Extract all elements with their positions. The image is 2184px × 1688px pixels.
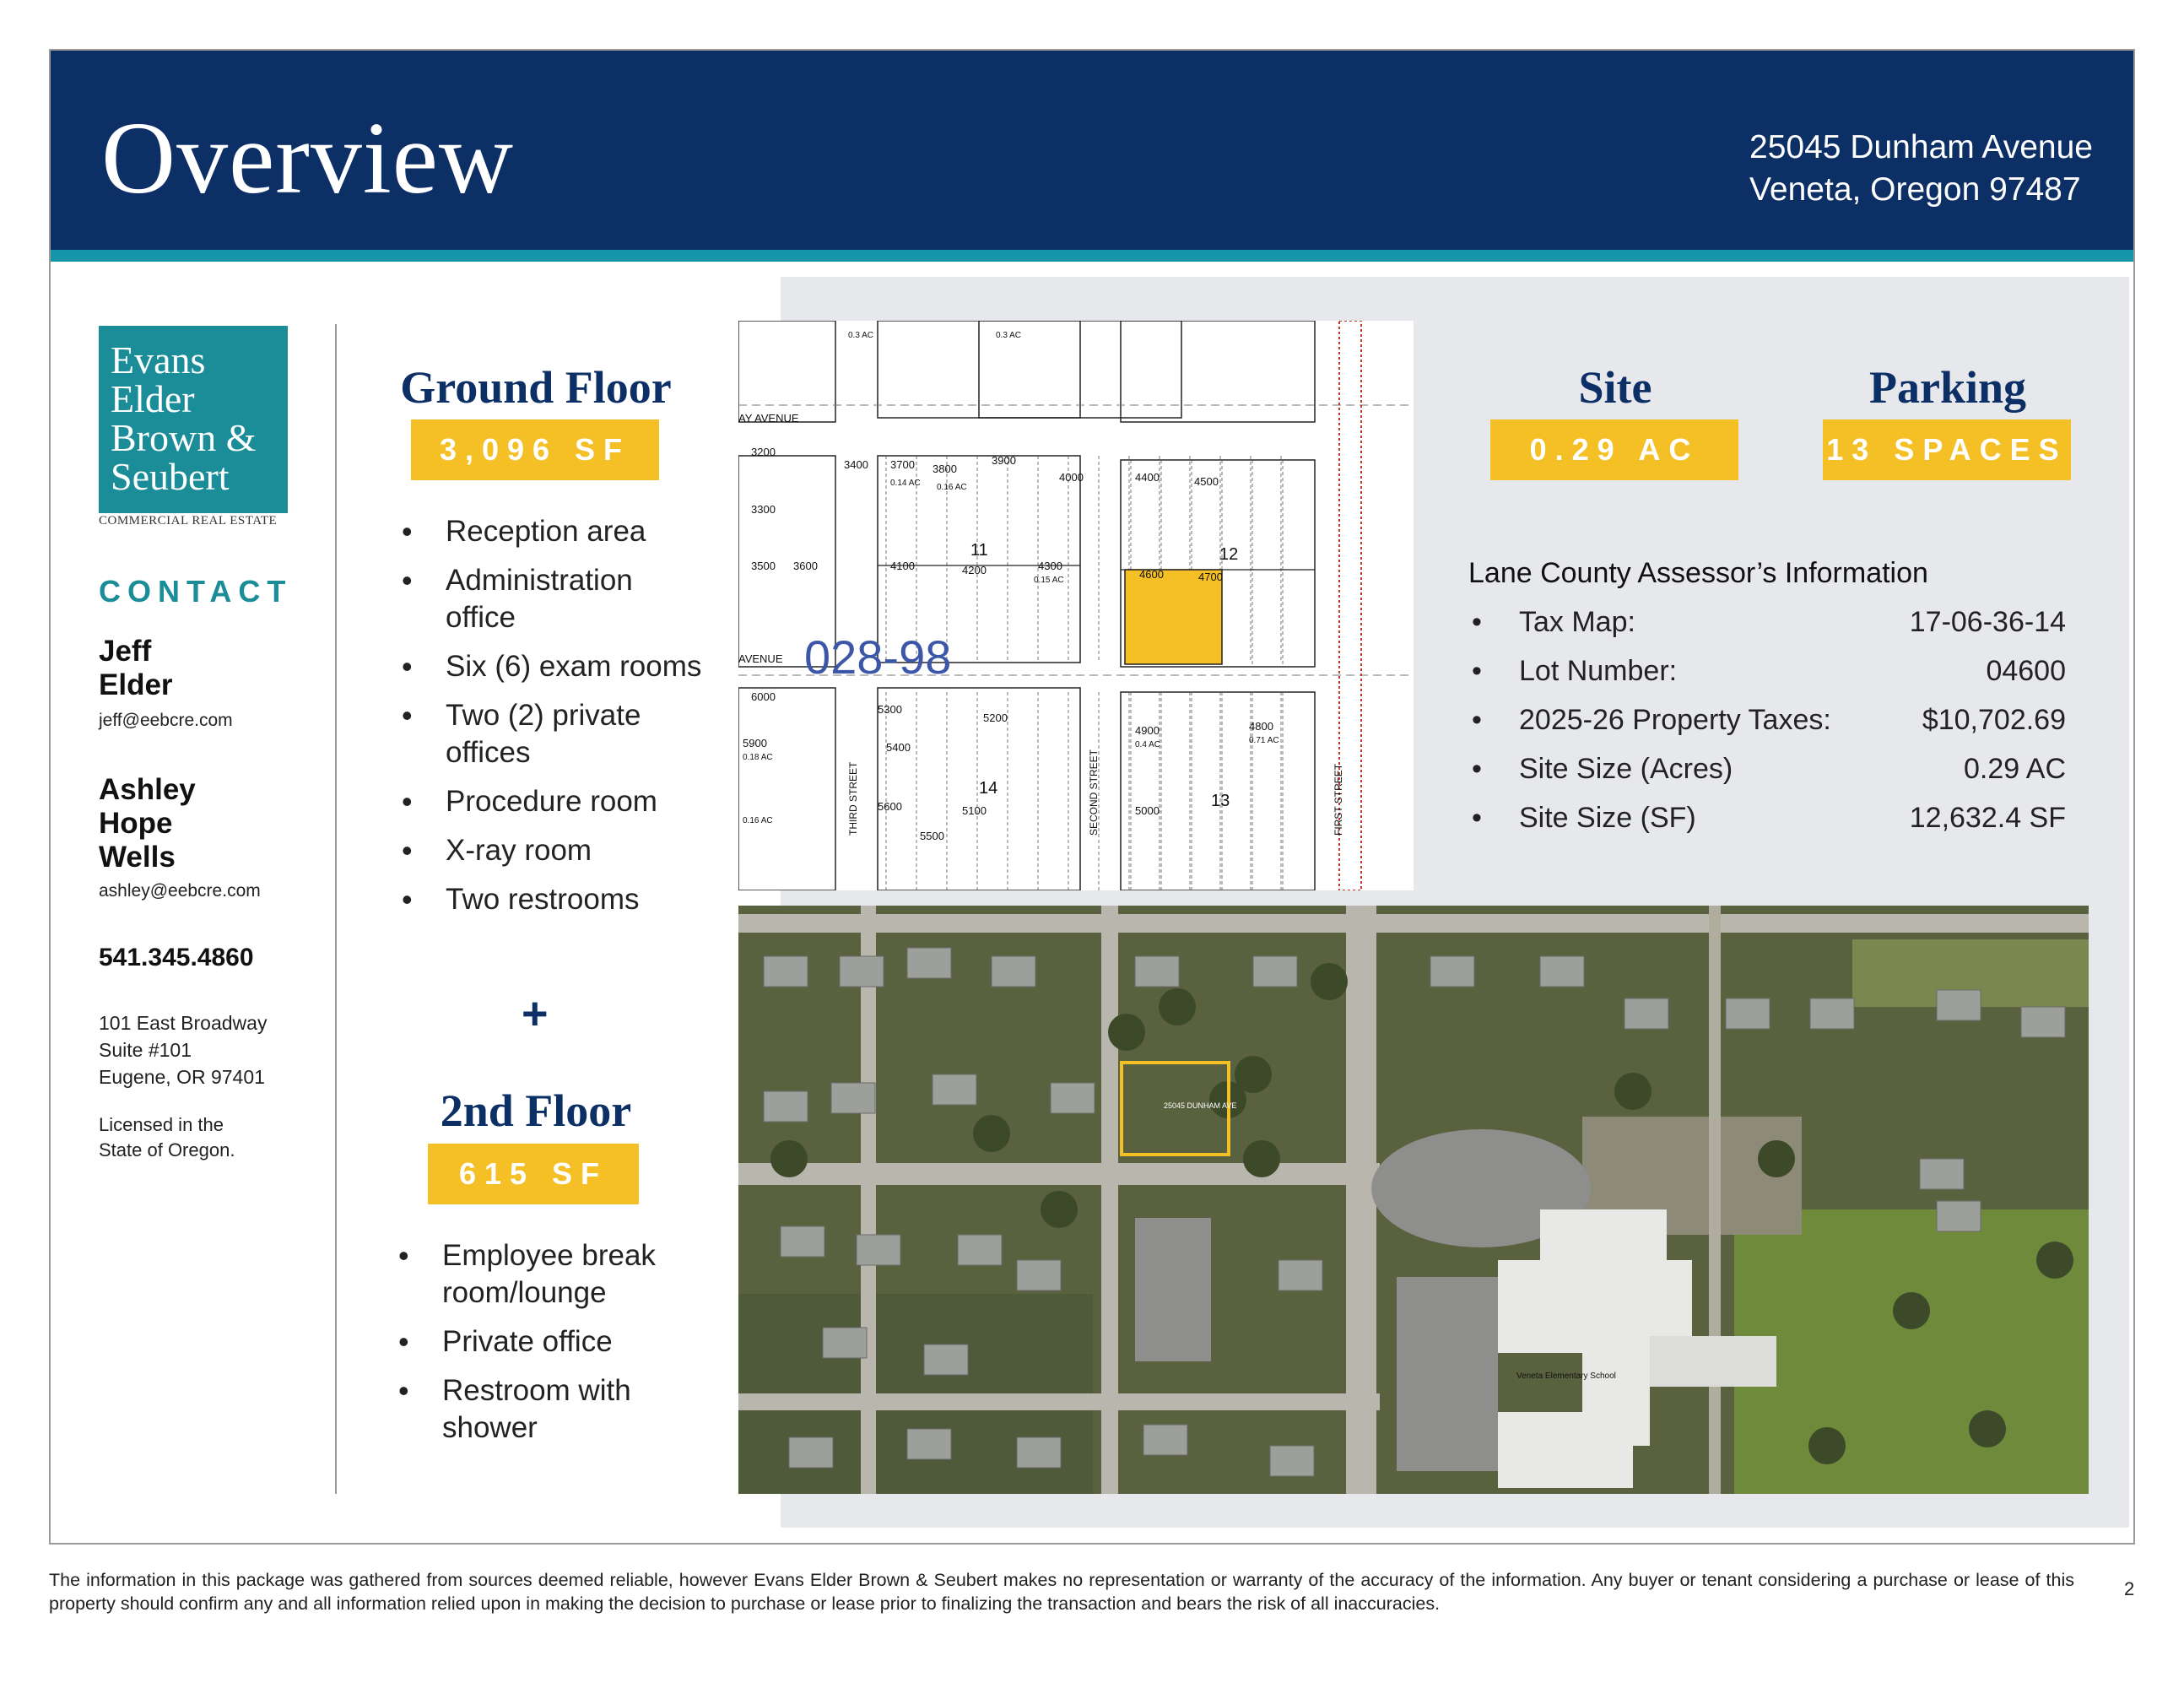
office-address-line: 101 East Broadway xyxy=(99,1012,268,1034)
aerial-road xyxy=(1346,906,1376,1494)
assessor-value: 12,632.4 SF xyxy=(1909,802,2066,834)
plat-block-number: 13 xyxy=(1211,792,1230,810)
aerial-house xyxy=(1937,1201,1981,1231)
logo-line: Seubert xyxy=(111,455,230,498)
contact-heading: CONTACT xyxy=(99,574,293,609)
aerial-house xyxy=(831,1083,875,1113)
feature-text: • Procedure room xyxy=(446,785,657,818)
aerial-map-drawing xyxy=(738,906,2089,1494)
office-address-line: Suite #101 xyxy=(99,1039,192,1061)
plat-acreage-label: 0.14 AC xyxy=(890,479,921,488)
license-note xyxy=(99,1112,235,1163)
feature-item xyxy=(397,562,734,636)
header-accent-stripe xyxy=(51,250,2133,262)
feature-text: shower xyxy=(442,1411,538,1444)
feature-text: • Restroom with xyxy=(442,1374,631,1407)
aerial-road xyxy=(861,906,876,1494)
plus-sign: + xyxy=(522,988,549,1039)
plat-lot-label: 4700 xyxy=(1198,571,1223,583)
second-floor-area-badge: 615 SF xyxy=(428,1144,639,1204)
aerial-tree xyxy=(1235,1056,1272,1093)
agent-1-first-name: Jeff xyxy=(99,635,152,668)
aerial-house xyxy=(1135,956,1179,987)
property-address xyxy=(1749,127,2093,211)
aerial-road xyxy=(738,914,2089,933)
feature-text: • X-ray room xyxy=(446,834,592,867)
plat-lot-label: 5000 xyxy=(1135,804,1160,817)
aerial-house xyxy=(1726,998,1770,1029)
plat-lot-label: 3800 xyxy=(933,463,957,475)
aerial-house xyxy=(958,1235,1002,1265)
aerial-house xyxy=(907,1429,951,1459)
assessor-label: 2025-26 Property Taxes: xyxy=(1519,704,1831,736)
feature-text: • Employee break xyxy=(442,1239,656,1272)
aerial-house xyxy=(857,1235,900,1265)
aerial-school-label: Veneta Elementary School xyxy=(1516,1372,1616,1381)
assessor-label: Site Size (SF) xyxy=(1519,802,1696,834)
plat-lot-label: 3900 xyxy=(992,454,1016,467)
aerial-map xyxy=(738,906,2089,1494)
office-address xyxy=(99,1009,267,1090)
feature-item xyxy=(397,513,734,550)
aerial-house xyxy=(1624,998,1668,1029)
plat-lot-label: 4800 xyxy=(1249,720,1273,733)
assessor-row xyxy=(1468,606,2066,655)
aerial-road xyxy=(1709,906,1721,1494)
license-line: State of Oregon. xyxy=(99,1139,235,1160)
aerial-parking xyxy=(1397,1277,1498,1471)
ground-floor-area-badge: 3,096 SF xyxy=(411,419,659,480)
agent-2-email[interactable]: ashley@eebcre.com xyxy=(99,881,261,901)
feature-item xyxy=(393,1237,731,1312)
second-floor-title: 2nd Floor xyxy=(440,1085,632,1136)
aerial-parking xyxy=(1135,1218,1211,1361)
assessor-row xyxy=(1468,753,2066,802)
aerial-house xyxy=(1253,956,1297,987)
plat-map-number: 028-98 xyxy=(804,630,952,684)
aerial-house xyxy=(1920,1159,1964,1189)
agent-2-middle-name: Hope xyxy=(99,807,173,840)
aerial-tree xyxy=(1041,1191,1078,1228)
plat-lot-label: 3500 xyxy=(751,560,776,572)
plat-block-number: 11 xyxy=(970,541,988,560)
assessor-heading: Lane County Assessor’s Information xyxy=(1468,557,1928,589)
plat-acreage-label: 0.3 AC xyxy=(848,331,874,340)
column-divider xyxy=(335,324,337,1494)
feature-text: offices xyxy=(446,736,531,769)
plat-lot-label: 3700 xyxy=(890,458,915,471)
plat-block-number: 12 xyxy=(1219,545,1239,564)
feature-item xyxy=(393,1372,731,1447)
plat-subject-lot xyxy=(1125,570,1222,664)
aerial-ground xyxy=(1734,1209,2089,1494)
aerial-tree xyxy=(1311,963,1348,1000)
aerial-house xyxy=(1017,1260,1061,1290)
logo-line: Elder xyxy=(111,377,195,420)
assessor-row xyxy=(1468,802,2066,851)
plat-lot-label: 3600 xyxy=(793,560,818,572)
aerial-road xyxy=(738,1393,1380,1410)
assessor-label: Lot Number: xyxy=(1519,655,1678,687)
aerial-building xyxy=(1650,1336,1776,1387)
address-line-2: Veneta, Oregon 97487 xyxy=(1749,171,2081,208)
feature-text: • Private office xyxy=(442,1325,613,1358)
feature-text: • Two restrooms xyxy=(446,883,640,916)
feature-item xyxy=(397,648,734,685)
feature-text: office xyxy=(446,601,516,634)
assessor-value: 17-06-36-14 xyxy=(1909,606,2066,638)
ground-floor-title: Ground Floor xyxy=(400,362,672,413)
plat-block-number: 14 xyxy=(979,779,998,798)
plat-block xyxy=(738,321,835,422)
assessor-info-list xyxy=(1468,606,2066,851)
logo-line: Brown & xyxy=(111,416,257,459)
plat-lot-label: 4500 xyxy=(1194,475,1219,488)
aerial-house xyxy=(823,1328,867,1358)
parking-badge: 13 SPACES xyxy=(1823,419,2071,480)
aerial-tree xyxy=(1243,1140,1280,1177)
plat-lot-label: 5200 xyxy=(983,711,1008,724)
aerial-house xyxy=(840,956,884,987)
plat-block xyxy=(738,688,835,890)
plat-acreage-label: 0.71 AC xyxy=(1249,736,1279,745)
plat-lot-label: 5600 xyxy=(878,800,902,813)
plat-lot-label: 4300 xyxy=(1038,560,1062,572)
page-number: 2 xyxy=(2124,1578,2135,1599)
plat-street-label: AY AVENUE xyxy=(738,412,799,425)
aerial-house xyxy=(1270,1446,1314,1476)
parking-title: Parking xyxy=(1868,362,2027,413)
plat-map-drawing xyxy=(738,321,1414,890)
plat-lot-label: 4000 xyxy=(1059,471,1084,484)
logo-subtitle: COMMERCIAL REAL ESTATE xyxy=(99,514,278,528)
aerial-road xyxy=(1101,906,1118,1494)
feature-text: room/lounge xyxy=(442,1276,607,1309)
plat-street-label: THIRD STREET xyxy=(847,761,859,836)
assessor-label: Site Size (Acres) xyxy=(1519,753,1733,785)
aerial-building xyxy=(1498,1412,1633,1488)
plat-lot-label: 4600 xyxy=(1139,568,1164,581)
plat-lot-label: 5300 xyxy=(878,703,902,716)
aerial-house xyxy=(764,956,808,987)
feature-text: • Administration xyxy=(446,564,633,597)
aerial-tree xyxy=(1108,1014,1145,1051)
plat-lot-label: 6000 xyxy=(751,690,776,703)
aerial-house xyxy=(1051,1083,1095,1113)
agent-1-last-name: Elder xyxy=(99,668,173,701)
agent-1-name xyxy=(99,635,173,702)
aerial-house xyxy=(1540,956,1584,987)
plat-lot-label: 3300 xyxy=(751,503,776,516)
site-area-badge: 0.29 AC xyxy=(1490,419,1738,480)
aerial-road xyxy=(738,1163,1380,1185)
logo-line: Evans xyxy=(111,338,206,381)
aerial-house xyxy=(992,956,1035,987)
aerial-tree xyxy=(1893,1292,1930,1329)
plat-lot-label: 4400 xyxy=(1135,471,1160,484)
aerial-house xyxy=(1017,1437,1061,1468)
feature-item xyxy=(397,697,734,771)
plat-acreage-label: 0.16 AC xyxy=(937,483,967,492)
aerial-tree xyxy=(1614,1073,1652,1110)
plat-acreage-label: 0.4 AC xyxy=(1135,740,1161,749)
plat-acreage-label: 0.16 AC xyxy=(743,816,773,825)
disclaimer-text: The information in this package was gathered from sources deemed reliable, however Evans Elder Brown & Seubert makes no representation or warranty of the accuracy of the information. Any buyer or tenant considering a purchase or lease of this property should confirm any and all information relied upon in making the decision to purchase or lease prior to finalizing the transaction and bears the risk of all inaccuracies. xyxy=(49,1570,2074,1614)
license-line: Licensed in the xyxy=(99,1114,224,1135)
aerial-house xyxy=(1430,956,1474,987)
assessor-label: Tax Map: xyxy=(1519,606,1635,638)
feature-item xyxy=(397,832,734,869)
aerial-tree xyxy=(1159,988,1196,1025)
feature-text: • Two (2) private xyxy=(446,699,641,732)
assessor-value: 04600 xyxy=(1986,655,2066,687)
assessor-row xyxy=(1468,704,2066,753)
feature-text: • Six (6) exam rooms xyxy=(446,650,702,683)
aerial-tree xyxy=(770,1140,808,1177)
feature-item xyxy=(393,1323,731,1361)
second-floor-feature-list xyxy=(393,1237,731,1458)
plat-lot-label: 4100 xyxy=(890,560,915,572)
plat-lot-label: 5500 xyxy=(920,830,944,842)
phone-number[interactable]: 541.345.4860 xyxy=(99,944,254,971)
aerial-house xyxy=(789,1437,833,1468)
plat-street-label: AVENUE xyxy=(738,652,783,665)
aerial-tree xyxy=(973,1115,1010,1152)
plat-acreage-label: 0.15 AC xyxy=(1034,576,1064,585)
aerial-tree xyxy=(1758,1140,1795,1177)
agent-2-first-name: Ashley xyxy=(99,773,196,806)
aerial-house xyxy=(2021,1007,2065,1037)
aerial-tree xyxy=(2036,1242,2073,1279)
agent-2-last-name: Wells xyxy=(99,841,176,874)
aerial-house xyxy=(933,1074,976,1105)
page-title: Overview xyxy=(101,101,515,215)
aerial-house xyxy=(1937,990,1981,1020)
site-title: Site xyxy=(1578,362,1652,413)
aerial-house xyxy=(924,1344,968,1375)
plat-lot-label: 3400 xyxy=(844,458,868,471)
plat-lot-label: 5400 xyxy=(886,741,911,754)
aerial-house xyxy=(907,948,951,978)
aerial-subject-label: 25045 DUNHAM AVE xyxy=(1164,1101,1237,1110)
plat-block xyxy=(1121,321,1315,422)
aerial-house xyxy=(764,1091,808,1122)
assessor-row xyxy=(1468,655,2066,704)
plat-lot-label: 5900 xyxy=(743,737,767,749)
plat-map xyxy=(738,321,1414,890)
aerial-house xyxy=(781,1226,824,1257)
agent-2-name xyxy=(99,773,196,874)
feature-text: • Reception area xyxy=(446,515,646,548)
plat-lot-label: 4900 xyxy=(1135,724,1160,737)
assessor-value: 0.29 AC xyxy=(1964,753,2066,785)
aerial-house xyxy=(1810,998,1854,1029)
ground-floor-feature-list xyxy=(397,513,734,930)
plat-acreage-label: 0.3 AC xyxy=(996,331,1022,340)
plat-acreage-label: 0.18 AC xyxy=(743,753,773,762)
plat-lot-label: 3200 xyxy=(751,446,776,458)
feature-item xyxy=(397,881,734,918)
plat-street-label: FIRST STREET xyxy=(1333,763,1344,836)
assessor-value: $10,702.69 xyxy=(1922,704,2066,736)
aerial-tree xyxy=(1969,1410,2006,1447)
feature-item xyxy=(397,783,734,820)
agent-1-email[interactable]: jeff@eebcre.com xyxy=(99,711,233,730)
plat-lot-label: 4200 xyxy=(962,564,987,576)
address-line-1: 25045 Dunham Avenue xyxy=(1749,129,2093,165)
plat-lot-label: 5100 xyxy=(962,804,987,817)
aerial-tree xyxy=(1808,1427,1846,1464)
aerial-house xyxy=(1143,1425,1187,1455)
aerial-building xyxy=(1540,1209,1667,1260)
office-address-line: Eugene, OR 97401 xyxy=(99,1066,265,1088)
plat-street-label: SECOND STREET xyxy=(1088,749,1100,836)
company-logo xyxy=(99,326,288,513)
aerial-house xyxy=(1279,1260,1322,1290)
